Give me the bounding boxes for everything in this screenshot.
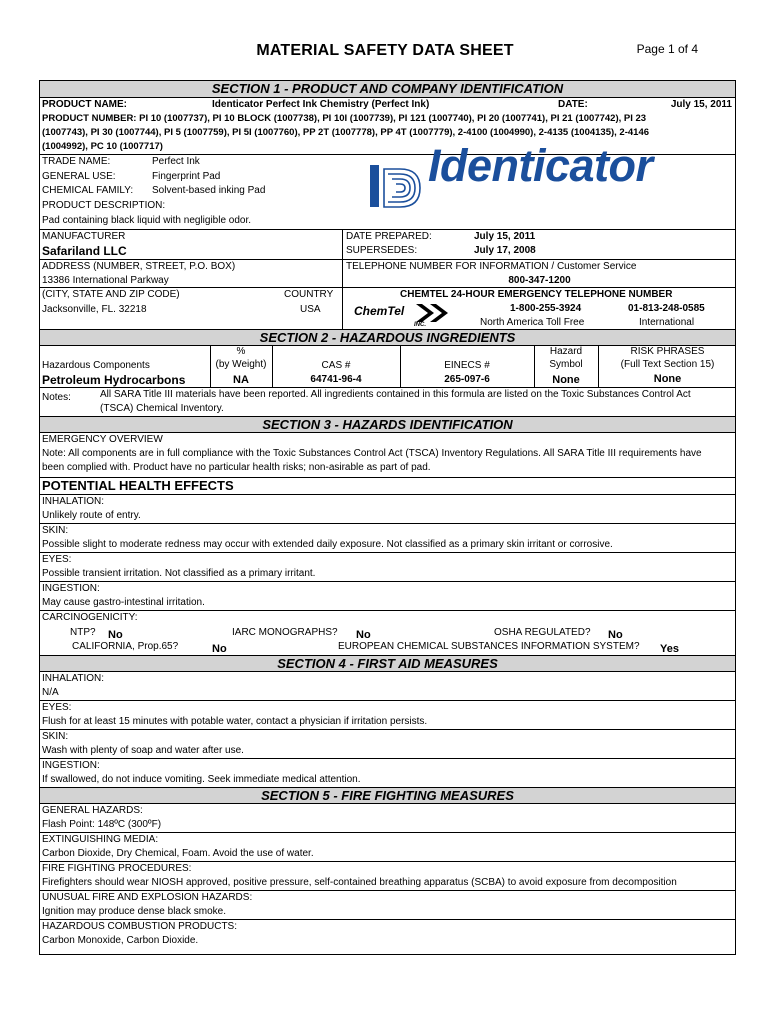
trade-name-label: TRADE NAME: <box>42 156 111 167</box>
address-label: ADDRESS (NUMBER, STREET, P.O. BOX) <box>42 261 236 272</box>
msds-sheet <box>39 80 736 955</box>
address-value: 13386 International Parkway <box>42 275 169 286</box>
notes-label: Notes: <box>42 392 71 403</box>
chemtel-na-phone: 1-800-255-3924 <box>510 303 582 314</box>
emergency-label: EMERGENCY OVERVIEW <box>42 434 163 445</box>
col-header-cas: CAS # <box>321 360 351 371</box>
s4-skin-value: Wash with plenty of soap and water after use. <box>42 745 244 756</box>
phone-value: 800-347-1200 <box>508 275 571 286</box>
address-phone-row <box>40 259 735 287</box>
s5-general-label: GENERAL HAZARDS: <box>42 805 143 816</box>
s4-ingestion-value: If swallowed, do not induce vomiting. Seek immediate medical attention. <box>42 774 361 785</box>
s4-eyes-value: Flush for at least 15 minutes with potable water, contact a physician if irritation persists. <box>42 716 428 727</box>
carcinogenicity-block <box>40 625 735 655</box>
s3-inhalation-label: INHALATION: <box>40 494 735 509</box>
date-prepared-value: July 15, 2011 <box>474 231 536 242</box>
country-label: COUNTRY <box>284 289 334 300</box>
product-name-label: PRODUCT NAME: <box>42 99 127 110</box>
col-header-risk-1: RISK PHRASES <box>630 346 705 357</box>
california-label: CALIFORNIA, Prop.65? <box>72 641 179 652</box>
notes-line-1: All SARA Title III materials have been reported. All ingredients contained in this formula are listed on the Toxic Substances Control Act <box>100 389 691 400</box>
product-description-value: Pad containing black liquid with negligible odor. <box>42 215 252 226</box>
country-value: USA <box>300 304 321 315</box>
divider <box>342 230 343 259</box>
supersedes-value: July 17, 2008 <box>474 245 536 256</box>
chemtel-label: CHEMTEL 24-HOUR EMERGENCY TELEPHONE NUMBER <box>400 289 673 300</box>
s3-eyes-value: Possible transient irritation. Not classified as a primary irritant. <box>42 568 316 579</box>
row-hazard: None <box>552 374 580 386</box>
general-use-label: GENERAL USE: <box>42 171 116 182</box>
california-value: No <box>212 643 227 655</box>
emergency-line-2: been complied with. Product have no particular health risks; non-asirable as part of pad. <box>42 462 431 473</box>
notes-line-2: (TSCA) Chemical Inventory. <box>100 403 224 414</box>
row-risk: None <box>653 373 682 385</box>
row-component: Petroleum Hydrocarbons <box>42 373 186 387</box>
trade-name-value: Perfect Ink <box>152 156 200 167</box>
section-1-header: SECTION 1 - PRODUCT AND COMPANY IDENTIFICATION <box>40 81 735 98</box>
col-header-risk-2: (Full Text Section 15) <box>620 359 715 370</box>
general-use-value: Fingerprint Pad <box>152 171 221 182</box>
chemtel-intl-label: International <box>639 317 695 328</box>
row-pct: NA <box>233 374 249 386</box>
chemtel-logo-text: ChemTel <box>354 304 405 318</box>
s5-extinguishing-label: EXTINGUISHING MEDIA: <box>40 832 735 847</box>
s3-eyes-label: EYES: <box>40 552 735 567</box>
chemical-family-value: Solvent-based inking Pad <box>152 185 266 196</box>
ntp-value: No <box>108 629 123 641</box>
manufacturer-label: MANUFACTURER <box>42 231 126 242</box>
ingredients-notes <box>40 388 735 416</box>
section-4-header: SECTION 4 - FIRST AID MEASURES <box>40 655 735 672</box>
emergency-line-1: Note: All components are in full compliance with the Toxic Substances Control Act (TSCA) Inventory Regulations. All SARA Title III requirements have <box>42 448 702 459</box>
col-header-component: Hazardous Components <box>42 360 150 371</box>
s3-ingestion-value: May cause gastro-intestinal irritation. <box>42 597 205 608</box>
s4-ingestion-label: INGESTION: <box>40 758 735 773</box>
s4-inhalation-value: N/A <box>42 687 59 698</box>
s4-inhalation-label: INHALATION: <box>42 673 105 684</box>
osha-label: OSHA REGULATED? <box>494 627 591 638</box>
chemtel-intl-phone: 01-813-248-0585 <box>628 303 705 314</box>
manufacturer-row <box>40 229 735 259</box>
s3-ingestion-label: INGESTION: <box>40 581 735 596</box>
s3-carcinogenicity-label: CARCINOGENICITY: <box>40 610 735 625</box>
row-cas: 64741-96-4 <box>310 374 362 385</box>
col-header-einecs: EINECS # <box>444 360 490 371</box>
chemical-family-label: CHEMICAL FAMILY: <box>42 185 134 196</box>
s3-skin-value: Possible slight to moderate redness may occur with extended daily exposure. Not classified as a primary skin irritant or corrosive. <box>42 539 613 550</box>
potential-health-header: POTENTIAL HEALTH EFFECTS <box>40 477 735 494</box>
product-number-line-2: (1007743), PI 30 (1007744), PI 5 (1007759), PI 5I (1007760), PP 2T (1007778), PP 4T (1007779), 2-4100 (1004990), 2-4135 (1004135), 2-4146 <box>42 127 650 138</box>
s5-unusual-value: Ignition may produce dense black smoke. <box>42 906 226 917</box>
chemtel-logo <box>354 302 464 326</box>
eu-value: Yes <box>660 643 679 655</box>
city-label: (CITY, STATE AND ZIP CODE) <box>42 289 180 300</box>
s5-combustion-value: Carbon Monoxide, Carbon Dioxide. <box>42 935 199 946</box>
page-number: Page 1 of 4 <box>636 42 698 56</box>
s5-unusual-label: UNUSUAL FIRE AND EXPLOSION HAZARDS: <box>40 890 735 905</box>
col-header-hazard-2: Symbol <box>549 359 583 370</box>
product-description-label: PRODUCT DESCRIPTION: <box>42 200 166 211</box>
product-name-value: Identicator Perfect Ink Chemistry (Perfect Ink) <box>212 99 430 110</box>
section-3-header: SECTION 3 - HAZARDS IDENTIFICATION <box>40 416 735 433</box>
identicator-logo <box>370 140 710 211</box>
s5-combustion-label: HAZARDOUS COMBUSTION PRODUCTS: <box>40 919 735 934</box>
product-number-line-3: (1004992), PC 10 (1007717) <box>42 141 163 152</box>
col-header-pct-2: (by Weight) <box>215 359 267 370</box>
ingredients-table <box>40 346 735 388</box>
s5-procedures-value: Firefighters should wear NIOSH approved, positive pressure, self-contained breathing apparatus (SCBA) to avoid exposure from decomposition <box>42 877 677 888</box>
s3-skin-label: SKIN: <box>40 523 735 538</box>
manufacturer-value: Safariland LLC <box>42 244 127 258</box>
document-title: MATERIAL SAFETY DATA SHEET <box>256 42 514 59</box>
eu-label: EUROPEAN CHEMICAL SUBSTANCES INFORMATION SYSTEM? <box>338 641 640 652</box>
ntp-label: NTP? <box>70 627 96 638</box>
supersedes-label: SUPERSEDES: <box>346 245 418 256</box>
s4-skin-label: SKIN: <box>40 729 735 744</box>
row-einecs: 265-097-6 <box>444 374 490 385</box>
date-label: DATE: <box>558 99 588 110</box>
date-value: July 15, 2011 <box>670 99 732 110</box>
iarc-label: IARC MONOGRAPHS? <box>232 627 338 638</box>
col-header-hazard-1: Hazard <box>549 346 583 357</box>
section-5-header: SECTION 5 - FIRE FIGHTING MEASURES <box>40 787 735 804</box>
emergency-overview <box>40 433 735 477</box>
iarc-value: No <box>356 629 371 641</box>
date-prepared-label: DATE PREPARED: <box>346 231 432 242</box>
s4-eyes-label: EYES: <box>40 700 735 715</box>
divider <box>342 288 343 329</box>
city-value: Jacksonville, FL. 32218 <box>42 304 147 315</box>
s3-inhalation-value: Unlikely route of entry. <box>42 510 141 521</box>
identicator-logo-text: Identicator <box>428 140 653 191</box>
s5-extinguishing-value: Carbon Dioxide, Dry Chemical, Foam. Avoid the use of water. <box>42 848 314 859</box>
chemtel-logo-inc: INC. <box>414 322 426 328</box>
osha-value: No <box>608 629 623 641</box>
col-header-pct-1: % <box>236 346 246 357</box>
phone-label: TELEPHONE NUMBER FOR INFORMATION / Customer Service <box>346 261 637 272</box>
product-number-line-1: PRODUCT NUMBER: PI 10 (1007737), PI 10 BLOCK (1007738), PI 10I (1007739), PI 121 (1007740), PI 20 (1007741), PI 21 (1007742), PI 23 <box>42 113 647 124</box>
section-2-header: SECTION 2 - HAZARDOUS INGREDIENTS <box>40 329 735 346</box>
s5-general-value: Flash Point: 148ºC (300ºF) <box>42 819 162 830</box>
city-chemtel-row <box>40 287 735 329</box>
product-name-row <box>40 98 735 112</box>
chemtel-na-label: North America Toll Free <box>480 317 585 328</box>
s5-procedures-label: FIRE FIGHTING PROCEDURES: <box>40 861 735 876</box>
